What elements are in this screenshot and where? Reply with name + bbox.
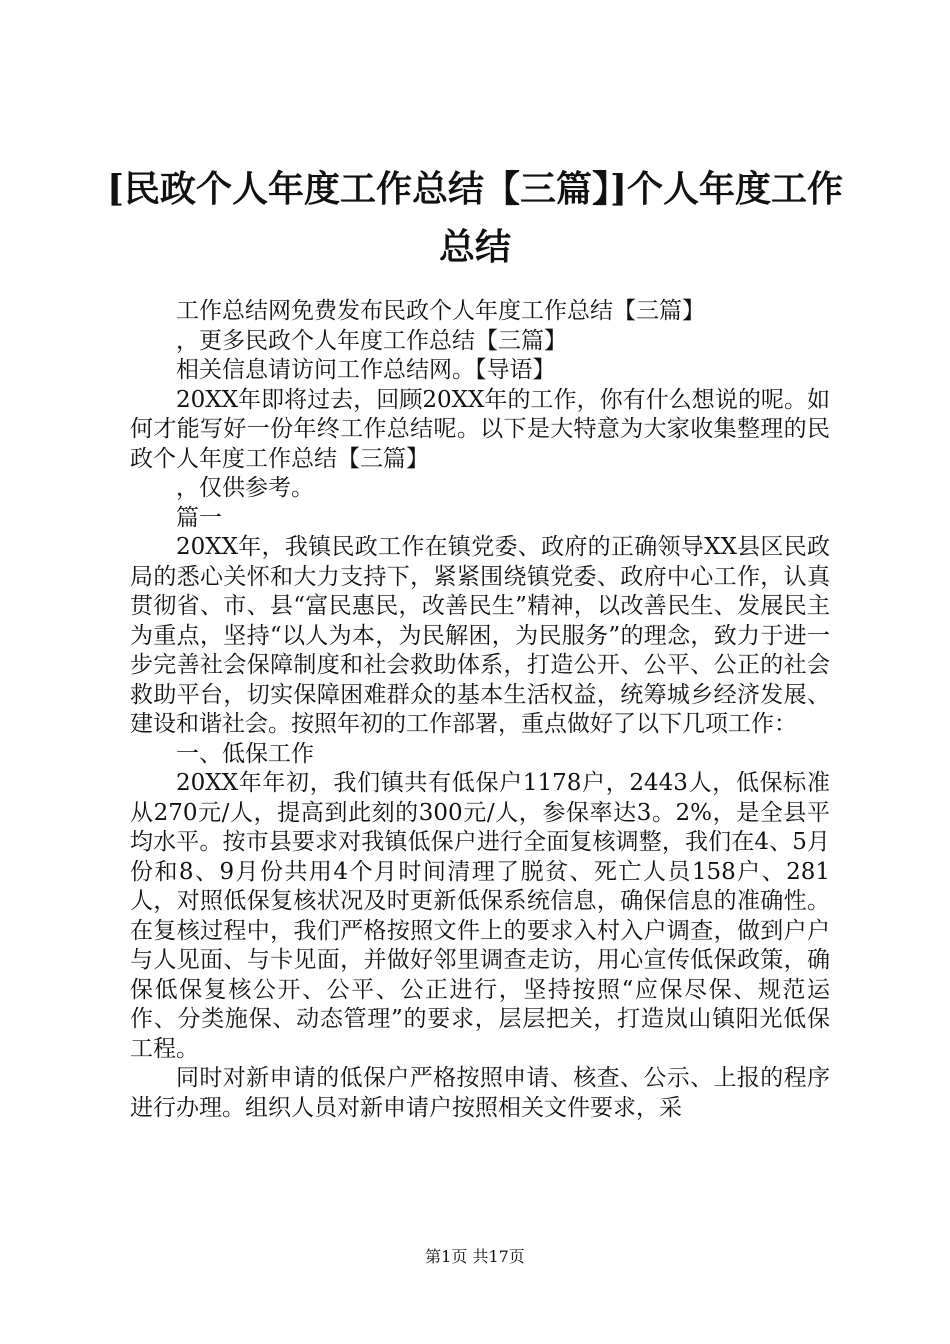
paragraph-new-applications: 同时对新申请的低保户严格按照申请、核查、公示、上报的程序进行办理。组织人员对新申请户按照相关文件要求，采: [130, 1065, 830, 1121]
page-footer: 第1页 共17页: [425, 1247, 525, 1266]
section-heading-low-income: 一、低保工作: [176, 740, 314, 767]
paragraph-intro-5: ，仅供参考。: [176, 475, 314, 501]
paragraph-intro-3: 相关信息请访问工作总结网。【导语】: [176, 357, 556, 383]
section-heading-part-one: 篇一: [176, 504, 222, 531]
paragraph-low-income-detail: 20XX年年初，我们镇共有低保户1178户，2443人，低保标准从270元/人，提高到此刻的300元/人，参保率达3。2%，是全县平均水平。按市县要求对我镇低保户进行全面复核调整，我们在4、5月份和8、9月份共用4个月时间清理了脱贫、死亡人员158户、281人，对照低保复核状况及时更新低保系统信息，确保信息的准确性。在复核过程中，我们严格按照文件上的要求入村入户调查，做到户户与人见面、与卡见面，并做好邻里调查走访，用心宣传低保政策，确保低保复核公开、公平、公正进行，坚持按照“应保尽保、规范运作、分类施保、动态管理”的要求，层层把关，打造岚山镇阳光低保工程。: [130, 770, 830, 1062]
document-body: [130, 297, 830, 1123]
paragraph-intro-2: ，更多民政个人年度工作总结【三篇】: [176, 327, 567, 354]
paragraph-overview: 20XX年，我镇民政工作在镇党委、政府的正确领导XX县区民政局的悉心关怀和大力支持下，紧紧围绕镇党委、政府中心工作，认真贯彻省、市、县“富民惠民，改善民生”精神，以改善民生、发展民主为重点，坚持“以人为本，为民解困，为民服务”的理念，致力于进一步完善社会保障制度和社会救助体系，打造公开、公平、公正的社会救助平台，切实保障困难群众的基本生活权益，统筹城乡经济发展、建设和谐社会。按照年初的工作部署，重点做好了以下几项工作：: [130, 534, 830, 737]
paragraph-intro-4: 20XX年即将过去，回顾20XX年的工作，你有什么想说的呢。如何才能写好一份年终工作总结呢。以下是大特意为大家收集整理的民政个人年度工作总结【三篇】: [130, 386, 830, 472]
document-title: [民政个人年度工作总结【三篇】]个人年度工作总结: [106, 168, 844, 268]
paragraph-intro-1: 工作总结网免费发布民政个人年度工作总结【三篇】: [176, 298, 705, 324]
